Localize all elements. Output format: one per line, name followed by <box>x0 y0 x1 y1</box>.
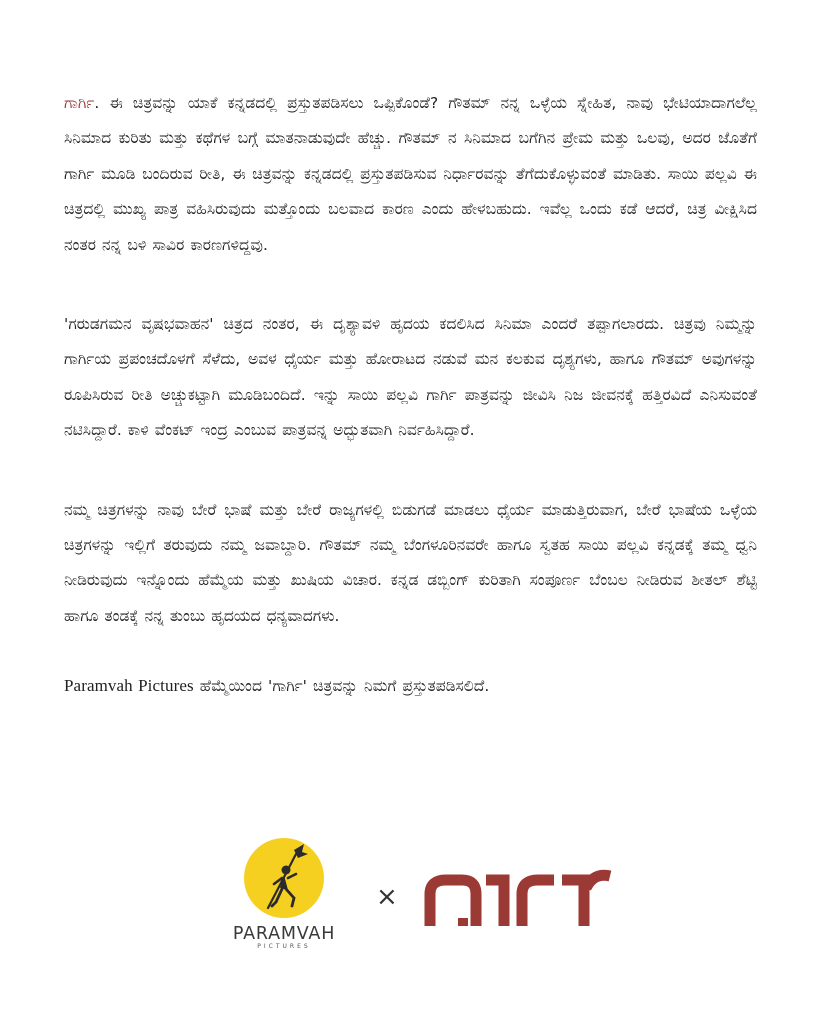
collaboration-x: × <box>376 882 398 912</box>
paramvah-wordmark: PARAMVAH <box>232 924 336 944</box>
brand-name: Paramvah Pictures <box>64 676 194 696</box>
closing-text: ಹೆಮ್ಮೆಯಿಂದ 'ಗಾರ್ಗಿ' ಚಿತ್ರವನ್ನು ನಿಮಗೆ ಪ್ರಸ್ತುತಪಡಿಸಲಿದೆ. <box>193 677 490 696</box>
gargi-highlight: ಗಾರ್ಗಿ <box>64 94 95 112</box>
paragraph-3: ನಮ್ಮ ಚಿತ್ರಗಳನ್ನು ನಾವು ಬೇರೆ ಭಾಷೆ ಮತ್ತು ಬೇರೆ ರಾಜ್ಯಗಳಲ್ಲಿ ಬಿಡುಗಡೆ ಮಾಡಲು ಧೈರ್ಯ ಮಾಡುತ್ತಿರುವಾಗ, ಬೇರೆ ಭಾಷೆಯ ಒಳ್ಳೆಯ ಚಿತ್ರಗಳನ್ನು ಇಲ್ಲಿಗೆ ತರುವುದು ನಮ್ಮ ಜವಾಬ್ದಾರಿ. ಗೌತಮ್ ನಮ್ಮ ಬೆಂಗಳೂರಿನವರೇ ಹಾಗೂ ಸ್ವತಹ ಸಾಯಿ ಪಲ್ಲವಿ ಕನ್ನಡಕ್ಕೆ ತಮ್ಮ ಧ್ವನಿ ನೀಡಿರುವುದು ಇನ್ನೊಂದು ಹೆಮ್ಮೆಯ ಮತ್ತು ಖುಷಿಯ ವಿಚಾರ. ಕನ್ನಡ ಡಬ್ಬಿಂಗ್ ಕುರಿತಾಗಿ ಸಂಪೂರ್ಣ ಬೆಂಬಲ ನೀಡಿರುವ ಶೀತಲ್ ಶೆಟ್ಟಿ ಹಾಗೂ ತಂಡಕ್ಕೆ ನನ್ನ ತುಂಬು ಹೃದಯದ ಧನ್ಯವಾದಗಳು. <box>64 500 757 625</box>
paramvah-emblem-icon <box>244 838 324 918</box>
paramvah-subtitle: PICTURES <box>257 943 311 950</box>
logo-strip <box>0 838 819 968</box>
paragraph-1 <box>64 86 757 263</box>
paragraph-2: 'ಗರುಡಗಮನ ವೃಷಭವಾಹನ' ಚಿತ್ರದ ನಂತರ, ಈ ದೃಶ್ಯಾವಳಿ ಹೃದಯ ಕದಲಿಸಿದ ಸಿನಿಮಾ ಎಂದರೆ ತಪ್ಪಾಗಲಾರದು. ಚಿತ್ರವು ನಿಮ್ಮನ್ನು ಗಾರ್ಗಿಯ ಪ್ರಪಂಚದೊಳಗೆ ಸೆಳೆದು, ಅವಳ ಧೈರ್ಯ ಮತ್ತು ಹೋರಾಟದ ನಡುವೆ ಮನ ಕಲಕುವ ದೃಶ್ಯಗಳು, ಹಾಗೂ ಗೌತಮ್ ಅವುಗಳನ್ನು ರೂಪಿಸಿರುವ ರೀತಿ ಅಚ್ಚುಕಟ್ಟಾಗಿ ಮೂಡಿಬಂದಿದೆ. ಇನ್ನು ಸಾಯಿ ಪಲ್ಲವಿ ಗಾರ್ಗಿ ಪಾತ್ರವನ್ನು ಜೀವಿಸಿ ನಿಜ ಜೀವನಕ್ಕೆ ಹತ್ತಿರವಿದೆ ಎನಿಸುವಂತೆ ನಟಿಸಿದ್ದಾರೆ. ಕಾಳಿ ವೆಂಕಟ್ ಇಂದ್ರ ಎಂಬುವ ಪಾತ್ರವನ್ನ ಅದ್ಭುತವಾಗಿ ನಿರ್ವಹಿಸಿದ್ದಾರೆ. <box>64 315 757 440</box>
paramvah-logo <box>226 838 342 951</box>
gargi-logo-graphic <box>424 866 614 936</box>
gargi-title-logo <box>424 866 614 940</box>
paragraph-1-text: . ಈ ಚಿತ್ರವನ್ನು ಯಾಕೆ ಕನ್ನಡದಲ್ಲಿ ಪ್ರಸ್ತುತಪಡಿಸಲು ಒಪ್ಪಿಕೊಂಡೆ? ಗೌತಮ್ ನನ್ನ ಒಳ್ಳೆಯ ಸ್ನೇಹಿತ, ನಾವು ಭೇಟಿಯಾದಾಗಲೆಲ್ಲ ಸಿನಿಮಾದ ಕುರಿತು ಮತ್ತು ಕಥೆಗಳ ಬಗ್ಗೆ ಮಾತನಾಡುವುದೇ ಹೆಚ್ಚು. ಗೌತಮ್ ನ ಸಿನಿಮಾದ ಬಗೆಗಿನ ಪ್ರೇಮ ಮತ್ತು ಒಲವು, ಅದರ ಜೊತೆಗೆ ಗಾರ್ಗಿ ಮೂಡಿ ಬಂದಿರುವ ರೀತಿ, ಈ ಚಿತ್ರವನ್ನು ಕನ್ನಡದಲ್ಲಿ ಪ್ರಸ್ತುತಪಡಿಸುವ ನಿರ್ಧಾರವನ್ನು ತೆಗೆದುಕೊಳ್ಳುವಂತೆ ಮಾಡಿತು. ಸಾಯಿ ಪಲ್ಲವಿ ಈ ಚಿತ್ರದಲ್ಲಿ ಮುಖ್ಯ ಪಾತ್ರ ವಹಿಸಿರುವುದು ಮತ್ತೊಂದು ಬಲವಾದ ಕಾರಣ ಎಂದು ಹೇಳಬಹುದು. ಇವೆಲ್ಲ ಒಂದು ಕಡೆ ಆದರೆ, ಚಿತ್ರ ವೀಕ್ಷಿಸಿದ ನಂತರ ನನ್ನ ಬಳಿ ಸಾವಿರ ಕಾರಣಗಳಿದ್ದವು. <box>64 94 757 254</box>
closing-line <box>64 668 757 704</box>
